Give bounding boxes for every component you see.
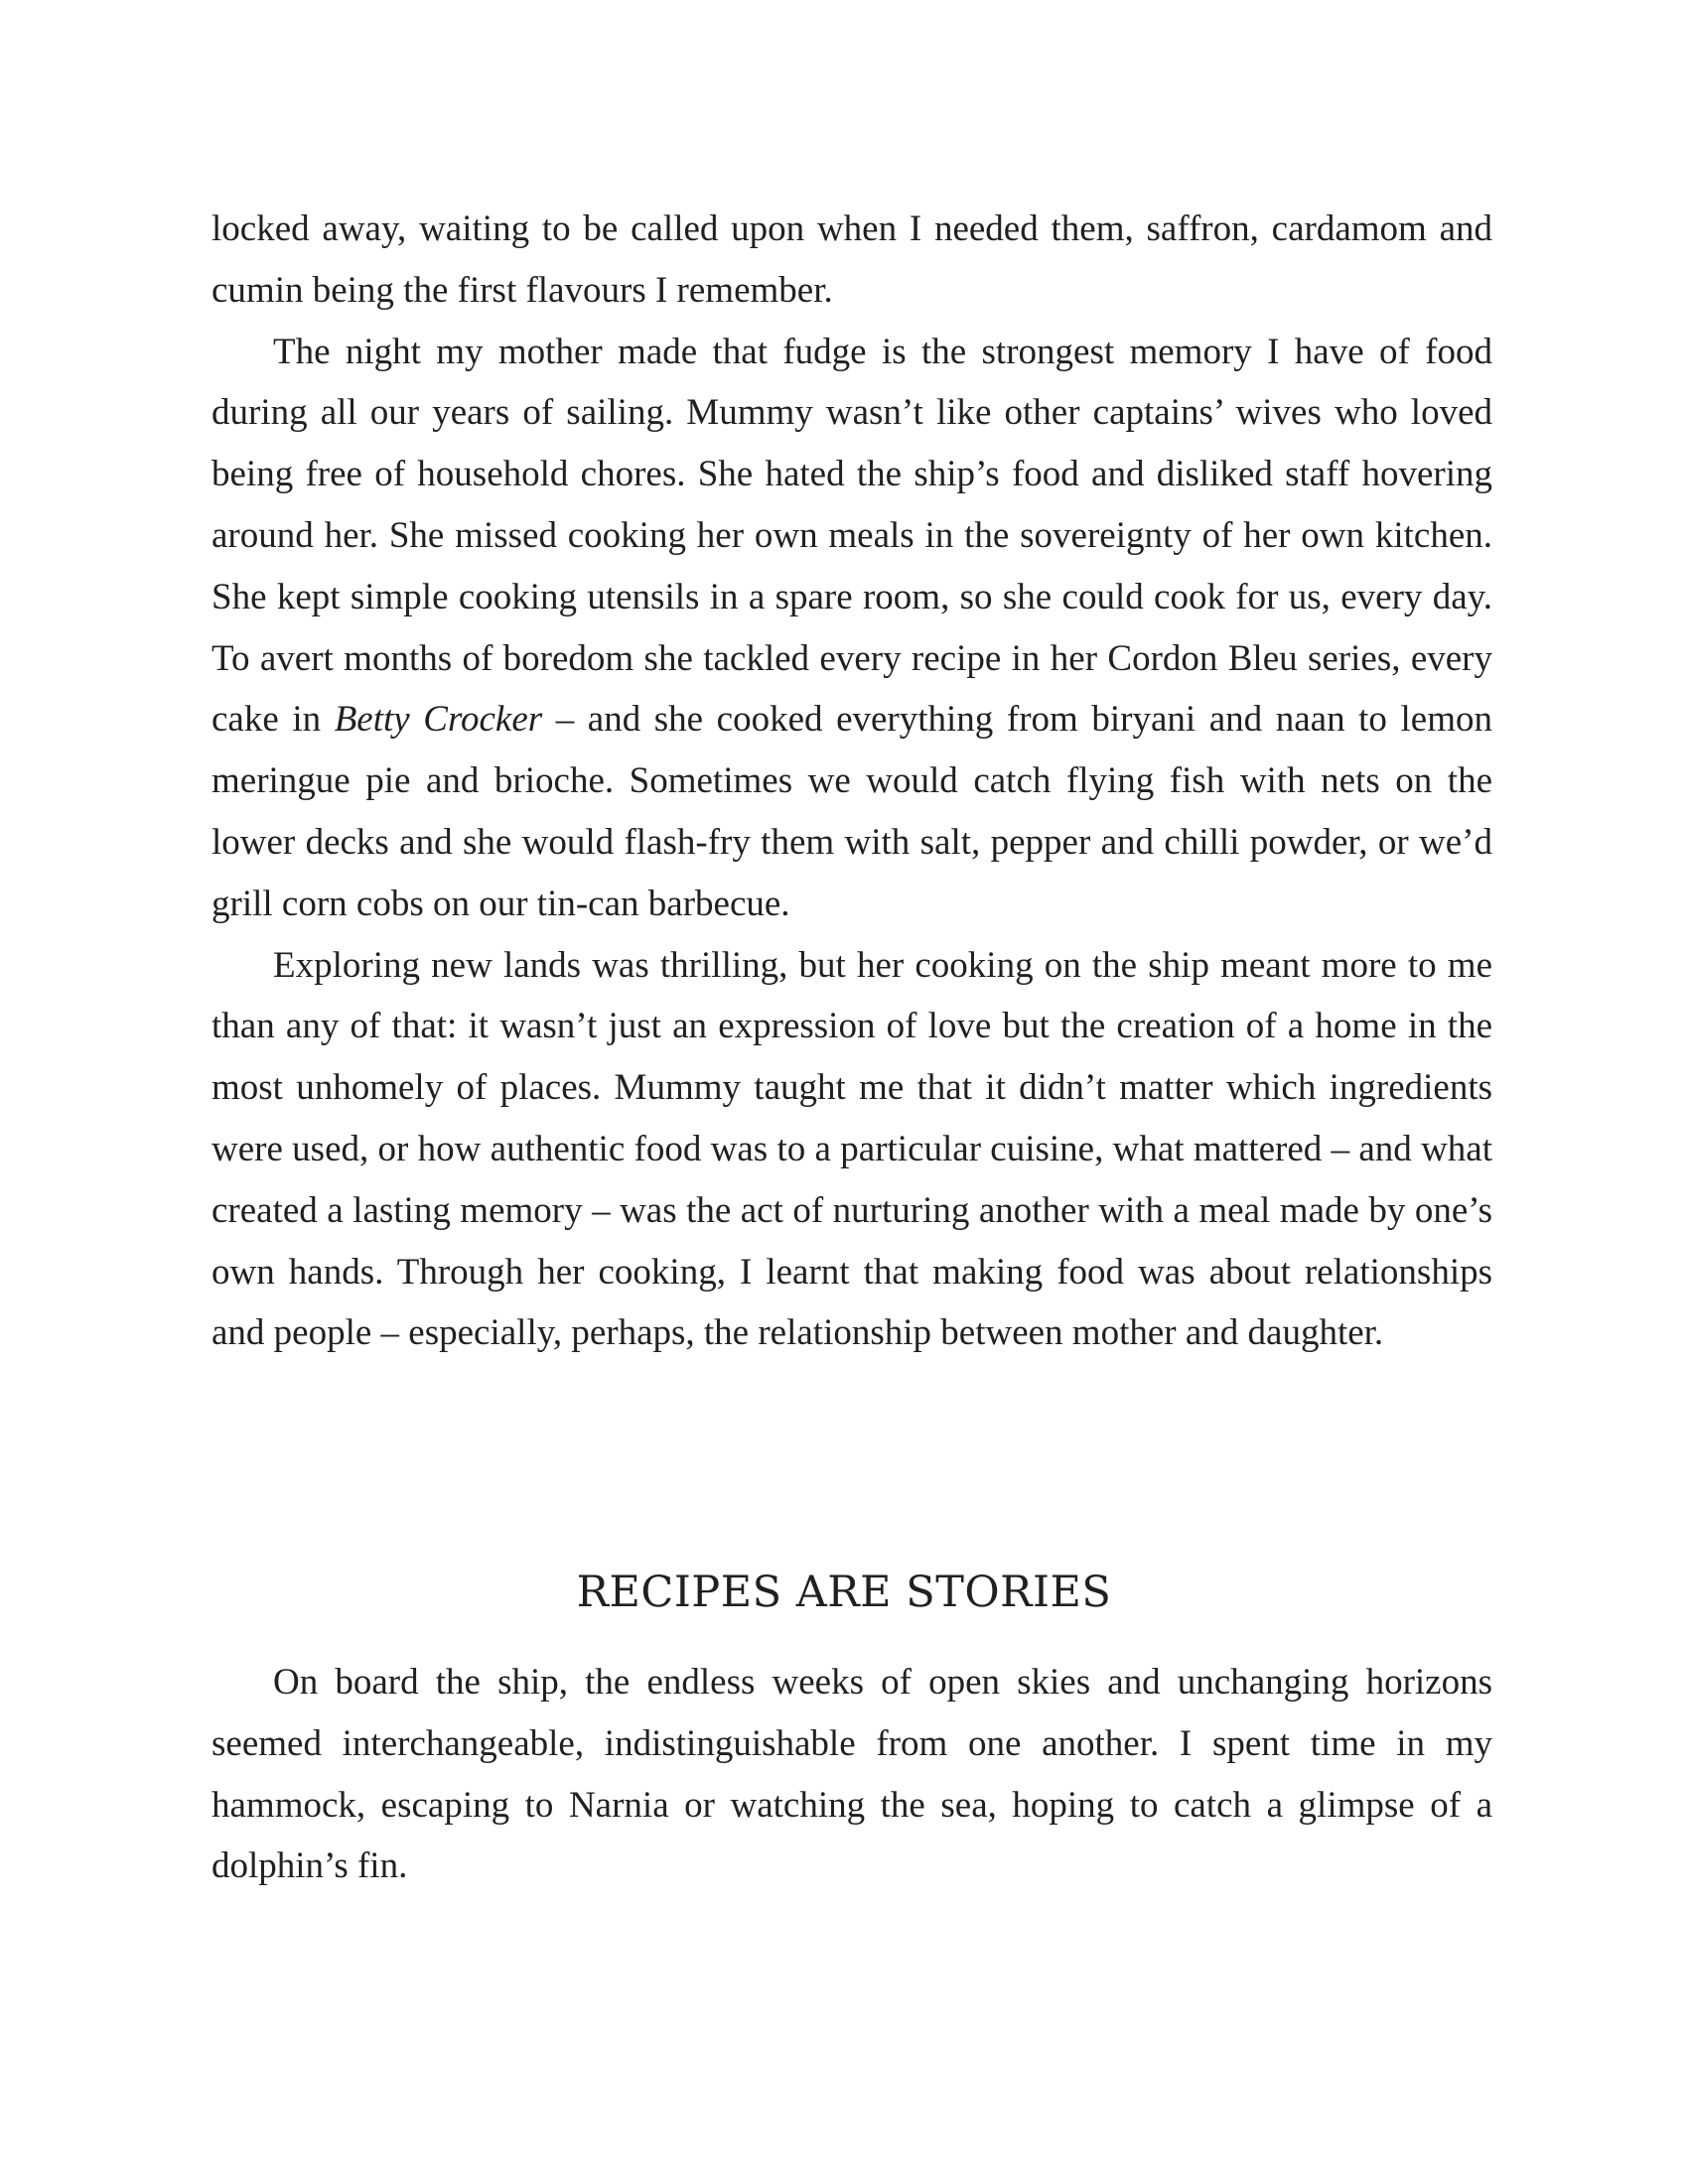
book-title-italic: Betty Crocker <box>334 699 543 741</box>
paragraph-on-board: On board the ship, the endless weeks of open skies and unchanging horizons seemed interchangeable, indistinguishable from one another. I spent time in my hammock, escaping to Narnia or watching the sea, hoping to catch a glimpse of a dolphin’s fin. <box>211 1662 1492 1887</box>
paragraph-continued: locked away, waiting to be called upon when I needed them, saffron, cardamom and cumin being the first flavours I remember. <box>211 208 1492 311</box>
body-text-top <box>211 199 1492 1364</box>
paragraph-exploring: Exploring new lands was thrilling, but her cooking on the ship meant more to me than any of that: it wasn’t just an expression of love but the creation of a home in the most unhomely of places. Mummy taught me that it didn’t matter which ingredients were used, or how authentic food was to a particular cuisine, what mattered – and what created a lasting memory – was the act of nurturing another with a meal made by one’s own hands. Through her cooking, I learnt that making food was about relationships and people – especially, perhaps, the relationship between mother and daughter. <box>211 944 1492 1354</box>
paragraph-fudge-memory <box>211 322 1492 935</box>
paragraph-fudge-text-start: The night my mother made that fudge is the strongest memory I have of food during all our years of sailing. Mummy wasn’t like other captains’ wives who loved being free of household chores. She hated the ship’s food and disliked staff hovering around her. She missed cooking her own meals in the sovereignty of her own kitchen. She kept simple cooking utensils in a spare room, so she could cook for us, every day. To avert months of boredom she tackled every recipe in her Cordon Bleu series, every cake in <box>211 331 1492 741</box>
section-heading: RECIPES ARE STORIES <box>576 1568 1112 1617</box>
paragraph-fudge-text-end: – and she cooked everything from biryani and naan to lemon meringue pie and brioche. Sometimes we would catch flying fish with nets on the lower decks and she would flash-fry them with salt, pepper and chilli powder, or we’d grill corn cobs on our tin-can barbecue. <box>211 699 1492 924</box>
body-text-bottom <box>211 1652 1492 1897</box>
